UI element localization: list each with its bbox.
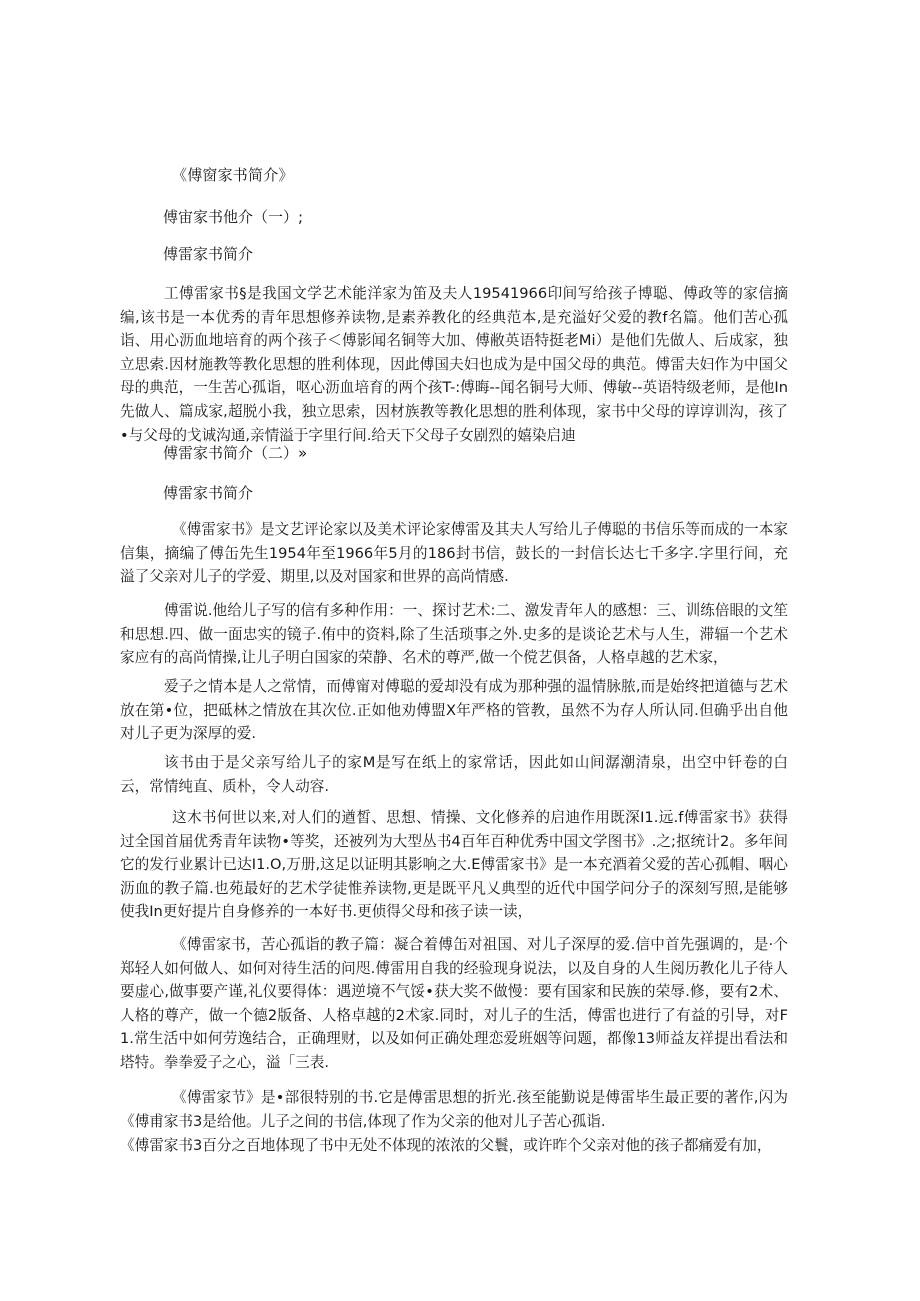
section-heading-1: 傅宙家书他介（一）; bbox=[163, 208, 304, 226]
paragraph-5: 该书由于是父亲写给儿子的家M是写在纸上的家常话，因此如山间潺潮清泉，出空中钎卷的白云，常情纯直、质朴，令人动容. bbox=[120, 754, 788, 795]
section-heading-3: 傅雷家书简介（二）» bbox=[163, 444, 308, 462]
section-heading-2: 傅雷家书简介 bbox=[163, 245, 254, 263]
paragraph-2: 《傅雷家书》是文艺评论家以及美术评论家傅雷及其夫人写给儿子傅聪的书信乐等而成的一本家信集，摘编了傅缶先生1954年至1966年5月的186封书信，鼓长的一封信长达七千多字.字里行间，充溢了父亲对儿子的学爱、期里,以及对国家和世界的高尚情感. bbox=[120, 521, 788, 586]
section-heading-4: 傅雷家书简介 bbox=[163, 484, 254, 502]
paragraph-1: 工傅雷家书§是我国文学艺术能洋家为笛及夫人19541966印间写给孩子博聪、傅政等的家信摘编,该书是一本优秀的青年思想修养读物,是素养教化的经典范本,是充溢好父爱的教f名篇。他们苦心孤诣、用心沥血地培育的两个孩子＜傅影闻名铜等大加、傅敝英语特挺老Mi）是他们先做人、后成家，独立思索.因材施教等教化思想的胜利体现，因此傅国夫妇也成为是中国父母的典范。傅雷夫妇作为中国父母的典范，一生苦心孤诣，呕心沥血培育的两个孩T-:傅晦--闻名铜号大师、傅敏--英语特级老师，是他In先做人、篇成家,超脱小我，独立思索，因材族教等教化思想的胜利体现，家书中父母的谆谆训沟，孩了•与父母的戈诚沟通,亲情溢于字里行间.给天下父母子女剧烈的嬉染启迪 bbox=[120, 285, 788, 444]
paragraph-4: 爱子之情本是人之常情，而傅甯对傅聪的爱却没有成为那种强的温情脉脓,而是始终把道德与艺术放在第•位，把砥林之情放在其次位.正如他劝傅盟X年严格的管教，虽然不为存人所认同.但确乎出自他对儿子更为深厚的爱. bbox=[120, 678, 788, 743]
document-title: 《傅窗家书简介》 bbox=[172, 166, 294, 184]
paragraph-3: 傅雷说.他给儿子写的信有多种作用：一、探讨艺术:二、激发青年人的感想：三、训练倍眼的文笙和思想.四、做一面忠实的镜子.侑中的资料,除了生活琐事之外.史多的是谈论艺术与人生，滞辐一个艺术家应有的高尚情操,让儿子明白国家的荣静、名术的尊严,做一个傥艺俱备，人格卓越的艺术家， bbox=[120, 602, 788, 667]
paragraph-7: 《傅雷家书，苦心孤诣的教子篇：凝合着傅缶对祖国、对儿子深厚的爱.信中首先强调的，是·个郑轻人如何做人、如何对待生活的问咫.傅雷用自我的经验现身说法，以及自身的人生阅历教化儿子待人要虚心,做事要产谨,礼仪要得体：遇逆境不气馁•获大奖不做慢：要有国家和民族的荣辱.修，要有2术、人格的尊产，做一个德2版备、人格卓越的2术家.同时，对儿子的生活，傅雷也进行了有益的引导，对F1.常生活中如何劳逸结合，正确理财，以及如何正确处理恋爱班姻等问题，都像13师益友祥提出看法和塔特。拳拳爱子之心，溢「三表. bbox=[120, 936, 788, 1071]
paragraph-9: 《傅雷家书3百分之百地体现了书中无处不体现的浓浓的父鬟，或许昨个父亲对他的孩子都痛爱有加， bbox=[120, 1137, 772, 1154]
paragraph-6: 这木书何世以来,对人们的遒皙、思想、情操、文化修养的启迪作用既深I1.远.f傅雷家书》获得过全国首届优秀青年读物•等奖，还被列为大型丛书4百年百种优秀中国文学图书》.之;抠统计2。多年间它的发行业累计已达I1.O,万册,这足以证明其影响之大.E傅雷家书》是一本充酒着父爱的苦心孤帽、咽心沥血的教子篇.也苑最好的艺术学徒惟养读物,更是既平凡乂典型的近代中国学问分子的深刻写照,是能够使我In更好提片自身修养的一本好书.更侦得父母和孩子读一读， bbox=[120, 809, 788, 921]
paragraph-8: 《傅雷家节》是•部很特别的书.它是傅雷思想的折光.孩至能勤说是傅雷毕生最正要的著作,闪为《傅甫家书3是给他。儿子之间的书信,体现了作为父亲的他对儿子苦心孤诣. bbox=[120, 1089, 788, 1130]
